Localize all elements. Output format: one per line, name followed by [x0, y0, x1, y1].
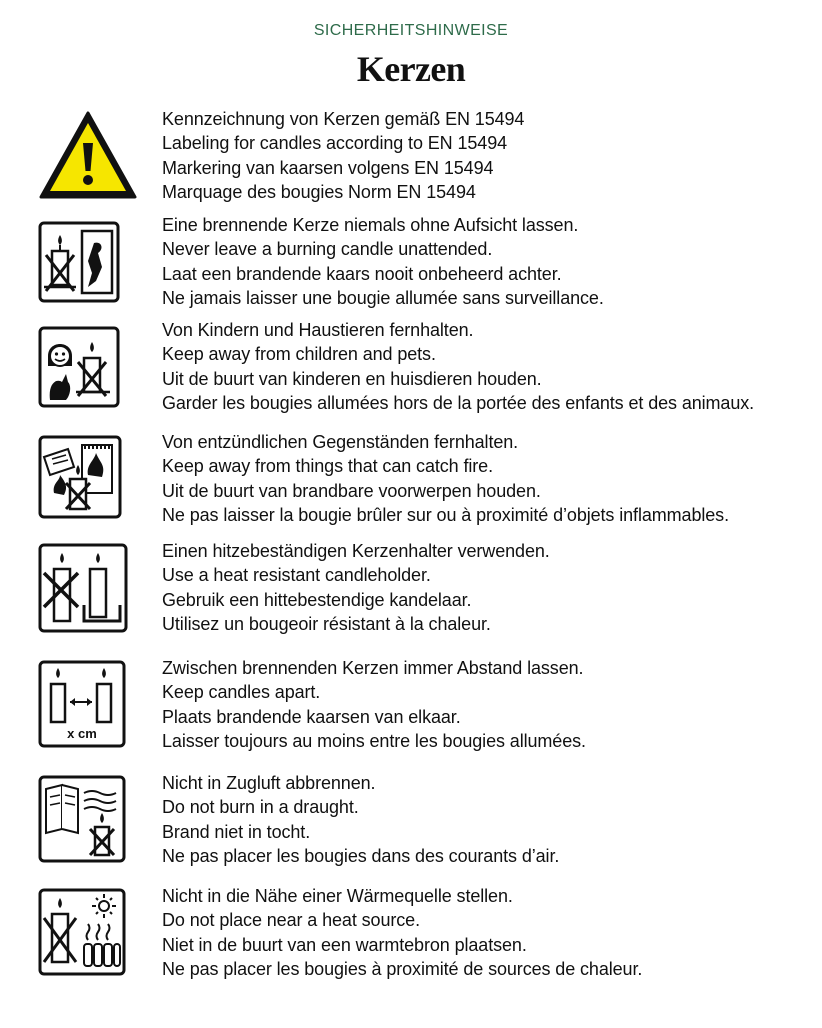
line-de: Von Kindern und Haustieren fernhalten. [162, 320, 474, 340]
line-de: Nicht in die Nähe einer Wärmequelle stellen. [162, 886, 513, 906]
flammable-objects-icon [38, 435, 128, 525]
line-en: Never leave a burning candle unattended. [162, 239, 493, 260]
line-fr: Marquage des bougies Norm EN 15494 [162, 181, 476, 202]
heat-source-icon [38, 888, 128, 978]
line-de: Nicht in Zugluft abbrennen. [162, 773, 376, 793]
section-kicker: SICHERHEITSHINWEISE [313, 22, 509, 39]
line-fr: Ne pas laisser la bougie brûler sur ou à proximité d’objets inflammables. [162, 504, 729, 525]
line-fr: Ne pas placer les bougies à proximité de sources de chaleur. [162, 958, 643, 979]
line-fr: Utilisez un bougeoir résistant à la chaleur. [162, 613, 491, 634]
line-de: Zwischen brennenden Kerzen immer Abstand lassen. [162, 658, 584, 678]
line-en: Do not burn in a draught. [162, 797, 359, 818]
line-nl: Uit de buurt van brandbare voorwerpen houden. [162, 480, 541, 501]
warning-triangle-icon [38, 109, 128, 199]
draught-icon [38, 775, 128, 865]
line-de: Einen hitzebeständigen Kerzenhalter verwenden. [162, 541, 550, 561]
line-nl: Uit de buurt van kinderen en huisdieren houden. [162, 368, 542, 389]
line-de: Von entzündlichen Gegenständen fernhalten. [162, 432, 519, 452]
line-fr: Ne jamais laisser une bougie allumée sans surveillance. [162, 287, 604, 308]
line-nl: Niet in de buurt van een warmtebron plaatsen. [162, 934, 527, 955]
line-en: Use a heat resistant candleholder. [162, 565, 431, 586]
line-de: Eine brennende Kerze niemals ohne Aufsicht lassen. [162, 215, 579, 235]
line-nl: Gebruik een hittebestendige kandelaar. [162, 589, 472, 610]
line-fr: Laisser toujours au moins entre les bougies allumées. [162, 730, 586, 751]
line-de: Kennzeichnung von Kerzen gemäß EN 15494 [162, 109, 525, 129]
line-nl: Plaats brandende kaarsen van elkaar. [162, 706, 461, 727]
line-en: Labeling for candles according to EN 15494 [162, 133, 508, 154]
line-en: Keep away from things that can catch fire. [162, 456, 493, 477]
line-en: Keep candles apart. [162, 682, 321, 703]
distance-label: x cm [67, 726, 97, 741]
line-nl: Markering van kaarsen volgens EN 15494 [162, 157, 494, 178]
unattended-candle-icon [38, 221, 128, 311]
line-fr: Ne pas placer les bougies dans des courants d’air. [162, 845, 560, 866]
candle-distance-icon [38, 660, 128, 750]
heat-resistant-holder-icon [38, 543, 128, 633]
line-nl: Laat een brandende kaars nooit onbeheerd achter. [162, 263, 562, 284]
children-pets-candle-icon [38, 326, 128, 416]
line-fr: Garder les bougies allumées hors de la portée des enfants et des animaux. [162, 392, 755, 413]
line-en: Do not place near a heat source. [162, 910, 420, 931]
line-nl: Brand niet in tocht. [162, 821, 311, 842]
page-title: Kerzen [356, 49, 466, 89]
line-en: Keep away from children and pets. [162, 344, 436, 365]
